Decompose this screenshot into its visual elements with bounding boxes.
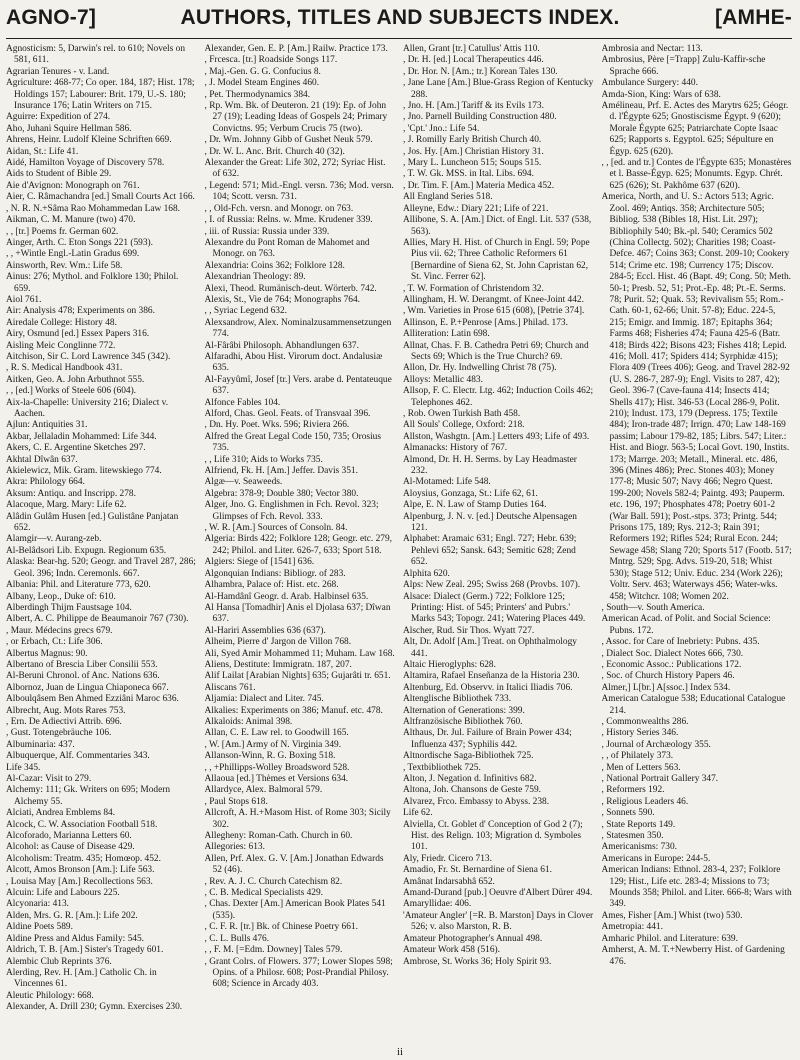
index-entry: Alhambra, Palace of: Hist. etc. 268.	[204, 580, 339, 591]
index-entry: Akielewicz, Mik. Gram. litewskiego 774.	[6, 466, 162, 477]
index-entry: Amherst, A. M. T.+Newberry Hist. of Gardening 476.	[601, 945, 785, 967]
index-entry: , R. S. Medical Handbook 431.	[6, 363, 123, 374]
index-entry: , I. of Russia: Relns. w. Mme. Krudener 339.	[204, 215, 373, 226]
index-entry: , Dr. Hor. N. [Am.; tr.] Korean Tales 130.	[403, 66, 558, 77]
index-entry: Aix-la-Chapelle: University 216; Dialect v. Aachen.	[6, 397, 169, 419]
index-entry: Alexandre du Pont Roman de Mahomet and Monogr. on 763.	[204, 237, 370, 260]
index-entry: Al-Belâdsori Lib. Expugn. Regionum 635.	[6, 545, 167, 556]
index-entry: , Rob. Owen Turkish Bath 458.	[403, 409, 521, 419]
index-entry: , 'Cpt.' Jno.: Life 54.	[403, 123, 480, 134]
index-entry: Alboulqâsem Ben Ahmed Ezziâni Maroc 636.	[6, 694, 179, 705]
index-entry: Alps: New Zeal. 295; Swiss 268 (Provbs. 107).	[403, 580, 581, 591]
index-entry: Alford, Chas. Geol. Feats. of Transvaal 396.	[204, 409, 371, 419]
index-entry: Amand-Durand [pub.] Oeuvre d'Albert Dürer 494.	[403, 888, 593, 899]
index-entry: All Souls' College, Oxford: 218.	[403, 420, 525, 431]
index-entry: Allsop, F. C. Electr. Ltg. 462; Induction Coils 462; Telephones 462.	[403, 386, 594, 408]
index-entry: Aitchison, Sir C. Lord Lawrence 345 (342).	[6, 351, 171, 362]
index-entry: , Journal of Archæology 355.	[601, 739, 711, 750]
index-entry: , J. Model Steam Engines 460.	[204, 78, 320, 89]
index-entry: Alexander the Great: Life 302, 272; Syriac Hist. of 632.	[204, 158, 386, 180]
index-entry: Ambrose, St. Works 36; Holy Spirit 93.	[403, 956, 552, 967]
index-entry: Alcock, C. W. Association Football 518.	[6, 819, 158, 830]
index-entry: Albertano of Brescia Liber Consilii 553.	[6, 659, 158, 670]
index-entry: , N. R. N.+Sâma Rao Mohammedan Law 168.	[6, 203, 181, 214]
index-entry: Alternation of Generations: 399.	[403, 705, 525, 716]
index-entry: Alfaradhi, Abou Hist. Virorum doct. Andalusiæ 635.	[204, 351, 383, 374]
index-entry: Alcott, Amos Bronson [Am.]: Life 563.	[6, 865, 155, 876]
index-entry: , Reformers 192.	[601, 785, 665, 796]
index-entry: , Pet. Thermodynamics 384.	[204, 89, 311, 100]
index-entry: Ainger, Arth. C. Eton Songs 221 (593).	[6, 237, 154, 248]
index-entry: Alexandria: Coins 362; Folklore 128.	[204, 260, 345, 271]
index-entry: Allanson-Winn, R. G. Boxing 518.	[204, 751, 336, 762]
index-entry: Agriculture: 468-77; Co oper. 184, 187; Hist. 178; Holdings 157; Labourer: Brit. 179, U.-S. 180; Insurance 176; Latin Writers on 715.	[6, 78, 195, 112]
index-entry: Allegories: 613.	[204, 842, 265, 853]
index-entry: , Maj.-Gen. G. G. Confucius 8.	[204, 66, 321, 77]
index-entry: Aldine Press and Aldus Family: 545.	[6, 933, 145, 944]
index-entry: Alfred the Great Legal Code 150, 735; Orosius 735.	[204, 431, 382, 454]
index-entry: Allingham, H. W. Derangmt. of Knee-Joint 442.	[403, 294, 584, 305]
index-entry: , Men of Letters 563.	[601, 762, 681, 773]
index-entry: Ames, Fisher [Am.] Whist (two) 530.	[601, 910, 743, 921]
index-entry: , Jane Lane [Am.] Blue-Grass Region of Kentucky 288.	[403, 78, 594, 100]
index-entry: Allon, Dr. Hy. Indwelling Christ 78 (75).	[403, 363, 557, 374]
index-entry: , Dialect Soc. Dialect Notes 666, 730.	[601, 648, 744, 659]
index-entry: Agnosticism: 5, Darwin's rel. to 610; Novels on 581, 611.	[6, 44, 186, 66]
index-entry: Alberdingh Thijm Faustsage 104.	[6, 602, 132, 613]
index-entry: Akers, C. E. Argentine Sketches 297.	[6, 443, 146, 454]
index-column-4	[602, 44, 793, 1044]
index-entry: , Economic Assoc.: Publications 172.	[601, 659, 742, 670]
index-entry: Allston, Washgtn. [Am.] Letters 493; Life of 493.	[403, 431, 590, 442]
index-entry: Allies, Mary H. Hist. of Church in Engl. 59; Pope Pius vii. 62; Three Catholic Reformers 61 [Bernardine of Siena 62, St. John Capristan 62, St. Vinc. Ferrer 62].	[403, 237, 590, 283]
index-entry: , Dr. H. [ed.] Local Therapeutics 446.	[403, 55, 544, 66]
index-entry: Almer,] L[br.] A[ssoc.] Index 534.	[601, 682, 731, 693]
index-entry: Airy, Osmund [ed.] Essex Papers 316.	[6, 329, 150, 340]
index-entry: , C. F. R. [tr.] Bk. of Chinese Poetry 661.	[204, 922, 358, 933]
index-entry: Aho, Juhani Squire Hellman 586.	[6, 123, 132, 134]
index-entry: Al Hansa [Tomadhir] Anis el Djolasa 637; Dîwan 637.	[204, 602, 391, 625]
header-rule	[6, 38, 792, 39]
index-entry: Alaska: Bear-hg. 520; Geogr. and Travel 287, 286; Geol. 396; Indn. Ceremonls. 667.	[6, 557, 196, 579]
index-entry: Alpenburg, J. N. v. [ed.] Deutsche Alpensagen 121.	[403, 511, 577, 534]
index-entry: Alciati, Andrea Emblems 84.	[6, 808, 116, 819]
index-entry: America, North, and U. S.: Actors 513; Agric. Zool. 469; Antiqs. 358; Architecture 505; Bibliog. 538 (Bibles 18, Hist. Lit. 297); Bibliophily 540; Bk.-pl. 540; Ceramics 502 (China Collectg. 502); Charities 198; Coast-Defce. 467; Coins 363; Const. 209-10; Cookery 514; Crime etc. 198; Currency 175; Discov. 284-5; Eccl. Hist. 46 (Bapt. 49; Cong. 50; Meth. 50-1; Presb. 52, 51; Prot.-Ep. 48; Pt.-E. Serms. 78; Purit. 52; Quak. 53; Revivalism 55; Rom.-Cath. 60-1, 62-66; Unit. 57-8); Educ. 224-5, 215; Emigr. and Immig. 187; Epitaphs 364; Farms 468; Fisheries 474; Fauna 425-6 (Batr. 418; Birds 422; Bisons 423; Fishes 418; Lepid. 416; Moll. 417; Spiders 414; Syrphidæ 415); Flora 409 (Trees 406); Geog. and Travel 282-92 (U. S. 286-7, 287-9); Engl. Visits to 287, 42); Geol. 396-7 (Cave-fauna 414; Insects 414; Shells 417); Hist. 346-53 (Local 286-9, Polit. 210); Indust. 173, 179 (Depress. 175; Textile 484); Iron-trade 487; Irrign. 470; Law 148-169 passim; Labour 179-82, 185; Librs. 547; Liter.: Hist. and Biogr. 563-5; Local Govt. 190, Instits. 173; Marrge. 203; Metall., Mineral. etc. 486, 396 (Mines 486); Prec. Stones 403); Money 177-8; Music 507; Navy 466; Negro Quest. 199-200; Novels 582-4; Paintg. 493; Pauperm. etc. 196, 197; Phosphates 478; Poetry 601-2 (War Ball. 591); Post.-stps. 373; Printg. 544; Prisons 175, 189; Rys. 212-3; Rain 391; Reformers 192; Rifles 524; Rural Econ. 244; Sewage 458; Slang 720; Sports 517 (Footb. 517; Mntrg. 529; Spg. Advs. 519-20, 518; Whist 530); Stage 512; Univ. Educ. 234 (Work 226); Voltr. Serv. 463; Waterways 456; Water-wks. 458; Witchcr. 108; Women 202.	[601, 192, 792, 602]
index-entry: Alexis, St., Vie de 764; Monographs 764.	[204, 294, 361, 305]
index-entry: , Textbibliothek 725.	[403, 762, 481, 773]
index-entry: , Gust. Totengebräuche 106.	[6, 728, 112, 739]
index-entry: Al-Fayyûmî, Josef [tr.] Vers. arabe d. Pentateuque 637.	[204, 374, 392, 397]
index-entry: Alacoque, Marg. Mary: Life 62.	[6, 500, 127, 511]
index-entry: Alheim, Pierre d' Jargon de Villon 768.	[204, 637, 352, 648]
index-entry: Alcoforado, Marianna Letters 60.	[6, 831, 132, 842]
index-entry: , iii. of Russia: Russia under 339.	[204, 226, 330, 237]
index-entry: Alexander, Gen. E. P. [Am.] Railw. Practice 173.	[204, 44, 388, 54]
index-entry: Albert, A. C. Philippe de Beaumanoir 767 (730).	[6, 614, 189, 625]
index-entry: Alamgir—v. Aurang-zeb.	[6, 534, 102, 545]
index-entry: Aier, C. Râmachandra [ed.] Small Courts Act 166.	[6, 192, 195, 203]
index-entry: , J. Romilly Early British Church 40.	[403, 135, 542, 146]
index-entry: Algeria: Birds 422; Folklore 128; Geogr. etc. 279, 242; Philol. and Liter. 626-7, 633; Sport 518.	[204, 534, 392, 556]
index-entry: Aljamia: Dialect and Liter. 745.	[204, 694, 324, 705]
index-entry: Aguirre: Expedition of 274.	[6, 112, 111, 123]
index-entry: Alcyonaria: 413.	[6, 899, 70, 910]
index-entry: American Catalogue 538; Educational Catalogue 214.	[601, 694, 786, 716]
index-entry: , Dr. Tim. F. [Am.] Materia Medica 452.	[403, 180, 555, 191]
index-entry: Amânat Indarsabhâ 652.	[403, 876, 495, 887]
index-entry: Alexander, A. Drill 230; Gymn. Exercises 230.	[6, 1002, 183, 1013]
index-entry: Ambrosius, Père [=Trapp] Zulu-Kaffir-sche Sprache 666.	[601, 55, 766, 77]
index-entry: , , [ed.] Works of Steele 606 (604).	[6, 386, 137, 397]
index-entry: Almanacks: History of 767.	[403, 443, 508, 454]
index-entry: Albrecht, Aug. Mots Rares 753.	[6, 705, 126, 716]
index-entry: , Ern. De Adiectivi Attrib. 696.	[6, 716, 122, 727]
index-entry: Allen, Grant [tr.] Catullus' Attis 110.	[403, 44, 540, 54]
index-entry: Alembic Club Reprints 376.	[6, 956, 112, 967]
index-entry: Alton, J. Negation d. Infinitivs 682.	[403, 774, 537, 784]
index-entry: , , F. M. [=Edm. Downey] Tales 579.	[204, 945, 343, 956]
index-entry: , , Syriac Legend 632.	[204, 306, 288, 317]
index-entry: , , [tr.] Poems fr. German 602.	[6, 226, 119, 237]
index-entry: , Legend: 571; Mid.-Engl. versn. 736; Mod. versn. 104; Scott. versn. 731.	[204, 180, 394, 203]
index-entry: Alphabet: Aramaic 631; Engl. 727; Hebr. 639; Pehlevi 652; Sansk. 643; Semitic 628; Zend 652.	[403, 534, 577, 568]
index-entry: Alger, Jno. G. Englishmen in Fch. Revol. 323; Glimpses of Fch. Revol. 333.	[204, 500, 379, 522]
index-entry: Albania: Phil. and Literature 773, 620.	[6, 580, 151, 591]
index-entry: Ambrosia and Nectar: 113.	[601, 44, 703, 54]
index-entry: Alpe, E. N. Law of Stamp Duties 164.	[403, 500, 547, 511]
index-entry: Al-Motamed: Life 548.	[403, 477, 491, 488]
index-entry: Americanisms: 730.	[601, 842, 678, 853]
index-entry: , Jno. Parnell Building Construction 480.	[403, 112, 557, 123]
index-entry: Alchemy: 111; Gk. Writers on 695; Modern Alchemy 55.	[6, 785, 171, 807]
index-column-3	[403, 44, 594, 1044]
index-entry: Amateur Photographer's Annual 498.	[403, 933, 543, 944]
index-entry: Alcuin: Life and Labours 225.	[6, 888, 120, 899]
index-entry: Alexsandrow, Alex. Nominalzusammensetzungen 774.	[204, 317, 392, 340]
index-entry: Albuminaria: 437.	[6, 739, 75, 750]
index-entry: Alt, Dr. Adolf [Am.] Treat. on Ophthalmology 441.	[403, 637, 577, 659]
index-entry: Ahrens, Heinr. Ludolf Kleine Schriften 669.	[6, 135, 172, 146]
index-entry: Aly, Friedr. Cicero 713.	[403, 853, 492, 864]
index-entry: , History Series 346.	[601, 728, 679, 739]
index-entry: , Frcesca. [tr.] Roadside Songs 117.	[204, 55, 338, 66]
index-entry: , National Portrait Gallery 347.	[601, 774, 719, 784]
index-entry: Life 345.	[6, 762, 41, 773]
index-entry: , South—v. South America.	[601, 602, 705, 613]
index-entry: Life 62.	[403, 808, 433, 819]
index-entry: Aliscans 761.	[204, 682, 256, 693]
index-entry: Allcroft, A. H.+Masom Hist. of Rome 303; Sicily 302.	[204, 808, 391, 830]
index-entry: Ajlun: Antiquities 31.	[6, 420, 88, 431]
index-entry: , Commonwealths 286.	[601, 716, 689, 727]
index-entry: Allan, C. E. Law rel. to Goodwill 165.	[204, 728, 349, 739]
index-entry: Alcohol: as Cause of Disease 429.	[6, 842, 135, 853]
index-entry: Allaoua [ed.] Thèmes et Versions 634.	[204, 774, 349, 784]
index-entry: Aksum: Antiqu. and Inscripp. 278.	[6, 488, 136, 499]
index-entry: , T. W. Gk. MSS. in Ital. Libs. 694.	[403, 169, 534, 180]
index-entry: Aldine Poets 589.	[6, 922, 73, 933]
index-entry: , Chas. Dexter [Am.] American Book Plates 541 (535).	[204, 899, 386, 921]
index-entry: Albornoz, Juan de Lingua Chiaponeca 667.	[6, 682, 169, 693]
index-entry: Altfranzösische Bibliothek 760.	[403, 716, 523, 727]
index-entry: Alleyne, Edw.: Diary 221; Life of 221.	[403, 203, 549, 214]
index-entry: Alscher, Rud. Sir Thos. Wyatt 727.	[403, 625, 535, 636]
index-entry: Agrarian Tenures - v. Land.	[6, 66, 110, 77]
index-entry: Ali, Syed Amir Mohammed 11; Muham. Law 168.	[204, 648, 395, 659]
index-entry: Alviella, Ct. Goblet d' Conception of God 2 (7); Hist. des Relign. 103; Migration d. Symboles 101.	[403, 819, 583, 853]
index-entry: Alvarez, Frco. Embassy to Abyss. 238.	[403, 796, 550, 807]
index-column-1	[6, 44, 197, 1044]
index-entry: Akbar, Jellaladin Mohammed: Life 344.	[6, 431, 157, 442]
index-entry: Alphita 620.	[403, 568, 450, 579]
index-entry: Altnordische Saga-Bibliothek 725.	[403, 751, 534, 762]
index-entry: Alexi, Theod. Rumänisch-deut. Wörterb. 742.	[204, 283, 377, 294]
index-entry: Americans in Europe: 244-5.	[601, 853, 711, 864]
index-entry: , Maur. Médecins grecs 679.	[6, 625, 113, 636]
index-entry: , T. W. Formation of Christendom 32.	[403, 283, 544, 294]
index-entry: Ambulance Surgery: 440.	[601, 78, 698, 89]
index-entry: Al-Beruni Chronol. of Anc. Nations 636.	[6, 671, 160, 682]
index-entry: Algiers: Siege of [1541] 636.	[204, 557, 315, 568]
index-entry: Alkaloids: Animal 398.	[204, 716, 293, 727]
header-right-range: [AMHE-	[714, 6, 792, 29]
page-number: ii	[396, 1046, 404, 1058]
index-entry: Albuquerque, Alf. Commentaries 343.	[6, 751, 150, 762]
index-entry: Alliteration: Latin 698.	[403, 329, 490, 340]
index-entry: Altamira, Rafael Enseñanza de la Historia 230.	[403, 671, 580, 682]
index-entry: , Grant Colrs. of Flowers. 377; Lower Slopes 598; Opins. of a Philosr. 608; Post-Prandial Philosy. 608; Science in Arcady 403.	[204, 956, 393, 990]
index-entry: Allibone, S. A. [Am.] Dict. of Engl. Lit. 537 (538, 563).	[403, 215, 592, 237]
index-entry: Akhtal Dîwân 637.	[6, 454, 78, 465]
index-entry: , , Life 310; Aids to Works 735.	[204, 454, 323, 465]
index-entry: , Sonnets 590.	[601, 808, 655, 819]
index-entry: , Soc. of Church History Papers 46.	[601, 671, 735, 682]
index-entry: Alfonce Fables 104.	[204, 397, 281, 408]
index-entry: Alden, Mrs. G. R. [Am.]: Life 202.	[6, 910, 138, 921]
index-entry: , Religious Leaders 46.	[601, 796, 689, 807]
index-entry: Allen, Prf. Alex. G. V. [Am.] Jonathan Edwards 52 (46).	[204, 853, 384, 876]
index-entry: , Jos. Hy. [Am.] Christian History 31.	[403, 146, 544, 157]
index-entry: , or Erbach, Ct.: Life 306.	[6, 637, 103, 648]
index-entry: , Dr. W. L. Anc. Brit. Church 40 (32).	[204, 146, 345, 157]
index-entry: Amateur Work 458 (516).	[403, 945, 500, 956]
index-entry: Ainus: 276; Mythol. and Folklore 130; Philol. 659.	[6, 272, 179, 294]
index-entry: Allardyce, Alex. Balmoral 579.	[204, 785, 323, 796]
index-entry: Altenburg, Ed. Observv. in Italici Iliadis 706.	[403, 682, 573, 693]
index-entry: , Dn. Hy. Poet. Wks. 596; Riviera 266.	[204, 420, 350, 431]
index-entry: Alfriend, Fk. H. [Am.] Jeffer. Davis 351.	[204, 466, 358, 477]
index-entry: , C. B. Medical Specialists 429.	[204, 888, 323, 899]
index-entry: Alloys: Metallic 483.	[403, 374, 483, 385]
index-entry: Amharic Philol. and Literature: 639.	[601, 933, 738, 944]
index-entry: Aisling Meic Conglinne 772.	[6, 340, 116, 351]
index-entry: Aikman, C. M. Manure (two) 470.	[6, 215, 136, 226]
index-entry: , Louisa May [Am.] Recollections 563.	[6, 876, 153, 887]
index-entry: American Indians: Ethnol. 283-4, 237; Folklore 129; Hist., Life etc. 283-4; Missions to 73; Mounds 358; Philol. and Liter. 666-8; Wars with 349.	[601, 865, 792, 910]
index-entry: Algebra: 378-9; Double 380; Vector 380.	[204, 488, 359, 499]
index-entry: Althaus, Dr. Jul. Failure of Brain Power 434; Influenza 437; Syphilis 442.	[403, 728, 572, 750]
index-entry: , , Old-Fch. versn. and Monogr. on 763.	[204, 203, 354, 214]
index-entry: Al-Cazar: Visit to 279.	[6, 774, 92, 784]
index-entry: Al-Hariri Assemblies 636 (637).	[204, 625, 326, 636]
index-entry: Aie d'Avignon: Monograph on 761.	[6, 180, 140, 191]
index-entry: , , of Philately 373.	[601, 751, 674, 762]
index-entry: Amélineau, Prf. E. Actes des Marytrs 625; Géogr. d. l'Égypte 625; Gnostiscisme Égypt. 9 (620); Morale Égypte 625; Patriarchate Copte Isaac 625; Rapports s. Egyptol. 625; Sépulture en Égyp. 625 (620).	[601, 101, 789, 157]
index-entry: Alsace: Dialect (Germ.) 722; Folklore 125; Printing: Hist. of 545; Printers' and Pubrs.' Marks 543; Topogr. 241; Watering Places 449.	[403, 591, 586, 625]
index-entry: Aliens, Destitute: Immigratn. 187, 207.	[204, 659, 352, 670]
index-entry: , Paul Stops 618.	[204, 796, 268, 807]
index-entry: , Dr. Wm. Johnny Gibb of Gushet Neuk 579.	[204, 135, 373, 146]
index-entry: Algæ—v. Seaweeds.	[204, 477, 283, 488]
index-entry: Akra: Philology 664.	[6, 477, 85, 488]
index-columns	[6, 44, 792, 1044]
index-entry: Amda-Sion, King: Wars of 638.	[601, 89, 721, 100]
index-entry: All England Series 518.	[403, 192, 493, 203]
index-entry: , Wm. Varieties in Prose 615 (608), [Petrie 374].	[403, 306, 585, 317]
index-entry: Airedale College: History 48.	[6, 317, 117, 328]
index-entry: , C. L. Bulls 476.	[204, 933, 270, 944]
index-entry: Alâdin Gulâm Husen [ed.] Gulistâne Panjatan 652.	[6, 511, 179, 534]
index-entry: , , +Phillipps-Wolley Broadsword 528.	[204, 762, 350, 773]
header-left-range: AGNO-7]	[6, 6, 97, 29]
index-entry: Altona, Joh. Chansons de Geste 759.	[403, 785, 542, 796]
index-entry: Albertus Magnus: 90.	[6, 648, 88, 659]
index-entry: Aids to Student of Bible 29.	[6, 169, 112, 180]
index-entry: Al-Hamdânî Geogr. d. Arab. Halbinsel 635.	[204, 591, 369, 602]
index-entry: Allegheny: Roman-Cath. Church in 60.	[204, 831, 353, 842]
index-entry: Air: Analysis 478; Experiments on 386.	[6, 306, 155, 317]
index-entry: Aitken, Geo. A. John Arbuthnot 555.	[6, 374, 145, 385]
index-entry: , Rp. Wm. Bk. of Deuteron. 21 (19): Ep. of John 27 (19); Leading Ideas of Gospels 24; Primary Convictns. 95; Verbum Crucis 75 (two).	[204, 101, 388, 134]
index-entry: Ametropia: 441.	[601, 922, 663, 933]
index-entry: , , +Wintle Engl.-Latin Gradus 699.	[6, 249, 140, 260]
index-entry: 'Amateur Angler' [=R. B. Marston] Days in Clover 526; v. also Marston, R. B.	[403, 910, 594, 933]
header-title: AUTHORS, TITLES AND SUBJECTS INDEX.	[180, 6, 620, 29]
index-entry: Algonquian Indians: Bibliogr. of 283.	[204, 568, 346, 579]
index-entry: Albany, Leop., Duke of: 610.	[6, 591, 116, 602]
index-entry: Ainsworth, Rev. Wm.: Life 58.	[6, 260, 123, 271]
index-entry: Amaryllidae: 406.	[403, 899, 472, 910]
index-entry: Alif Lailat [Arabian Nights] 635; Gujarâti tr. 651.	[204, 671, 391, 682]
index-column-2	[205, 44, 396, 1044]
index-entry: Alerding, Rev. H. [Am.] Catholic Ch. in Vincennes 61.	[6, 967, 157, 990]
index-entry: Al-Fârâbi Philosoph. Abhandlungen 637.	[204, 340, 359, 351]
index-entry: Altenglische Bibliothek 733.	[403, 694, 512, 705]
index-entry: Alkalies: Experiments on 386; Manuf. etc. 478.	[204, 705, 383, 716]
index-entry: Aidé, Hamilton Voyage of Discovery 578.	[6, 158, 165, 169]
index-entry: American Acad. of Polit. and Social Science: Pubns. 172.	[601, 614, 771, 636]
index-entry: Allnat, Chas. F. B. Cathedra Petri 69; Church and Sects 69; Which is the True Church? 69.	[403, 340, 589, 362]
index-entry: , W. [Am.] Army of N. Virginia 349.	[204, 739, 342, 750]
index-entry: Aleutic Philology: 668.	[6, 990, 94, 1001]
index-entry: , W. R. [Am.] Sources of Consoln. 84.	[204, 523, 348, 534]
index-entry: Allinson, E. P.+Penrose [Ams.] Philad. 173.	[403, 317, 568, 328]
index-entry: Amadio, Fr. St. Bernardine of Siena 61.	[403, 865, 552, 876]
index-entry: Aiol 761.	[6, 294, 42, 305]
index-entry: Almond, Dr. H. H. Serms. by Lay Headmaster 232.	[403, 454, 577, 477]
index-entry: , Mary L. Luncheon 515; Soups 515.	[403, 158, 542, 169]
index-entry: Aldrich, T. B. [Am.] Sister's Tragedy 601.	[6, 945, 164, 956]
index-entry: Aloysius, Gonzaga, St.: Life 62, 61.	[403, 488, 538, 499]
index-entry: , , [ed. and tr.] Contes de l'Égypte 635; Monastères et l. Basse-Égyp. 625; Monumts. Egyp. Chrét. 625 (626); St. Pakhôme 637 (620).	[601, 158, 792, 191]
index-entry: , Assoc. for Care of Inebriety: Pubns. 435.	[601, 637, 760, 648]
index-entry: , State Reports 149.	[601, 819, 676, 830]
index-entry: , Jno. H. [Am.] Tariff & its Evils 173.	[403, 101, 544, 112]
index-entry: Altaic Hieroglyphs: 628.	[403, 659, 496, 670]
index-entry: Aidan, St.: Life 41.	[6, 146, 79, 157]
index-entry: Alexandrian Theology: 89.	[204, 272, 306, 283]
index-entry: , Statesmen 350.	[601, 831, 664, 842]
index-entry: Alcoholism: Treatm. 435; Homœop. 452.	[6, 853, 161, 864]
index-entry: , Rev. A. J. C. Church Catechism 82.	[204, 876, 343, 887]
